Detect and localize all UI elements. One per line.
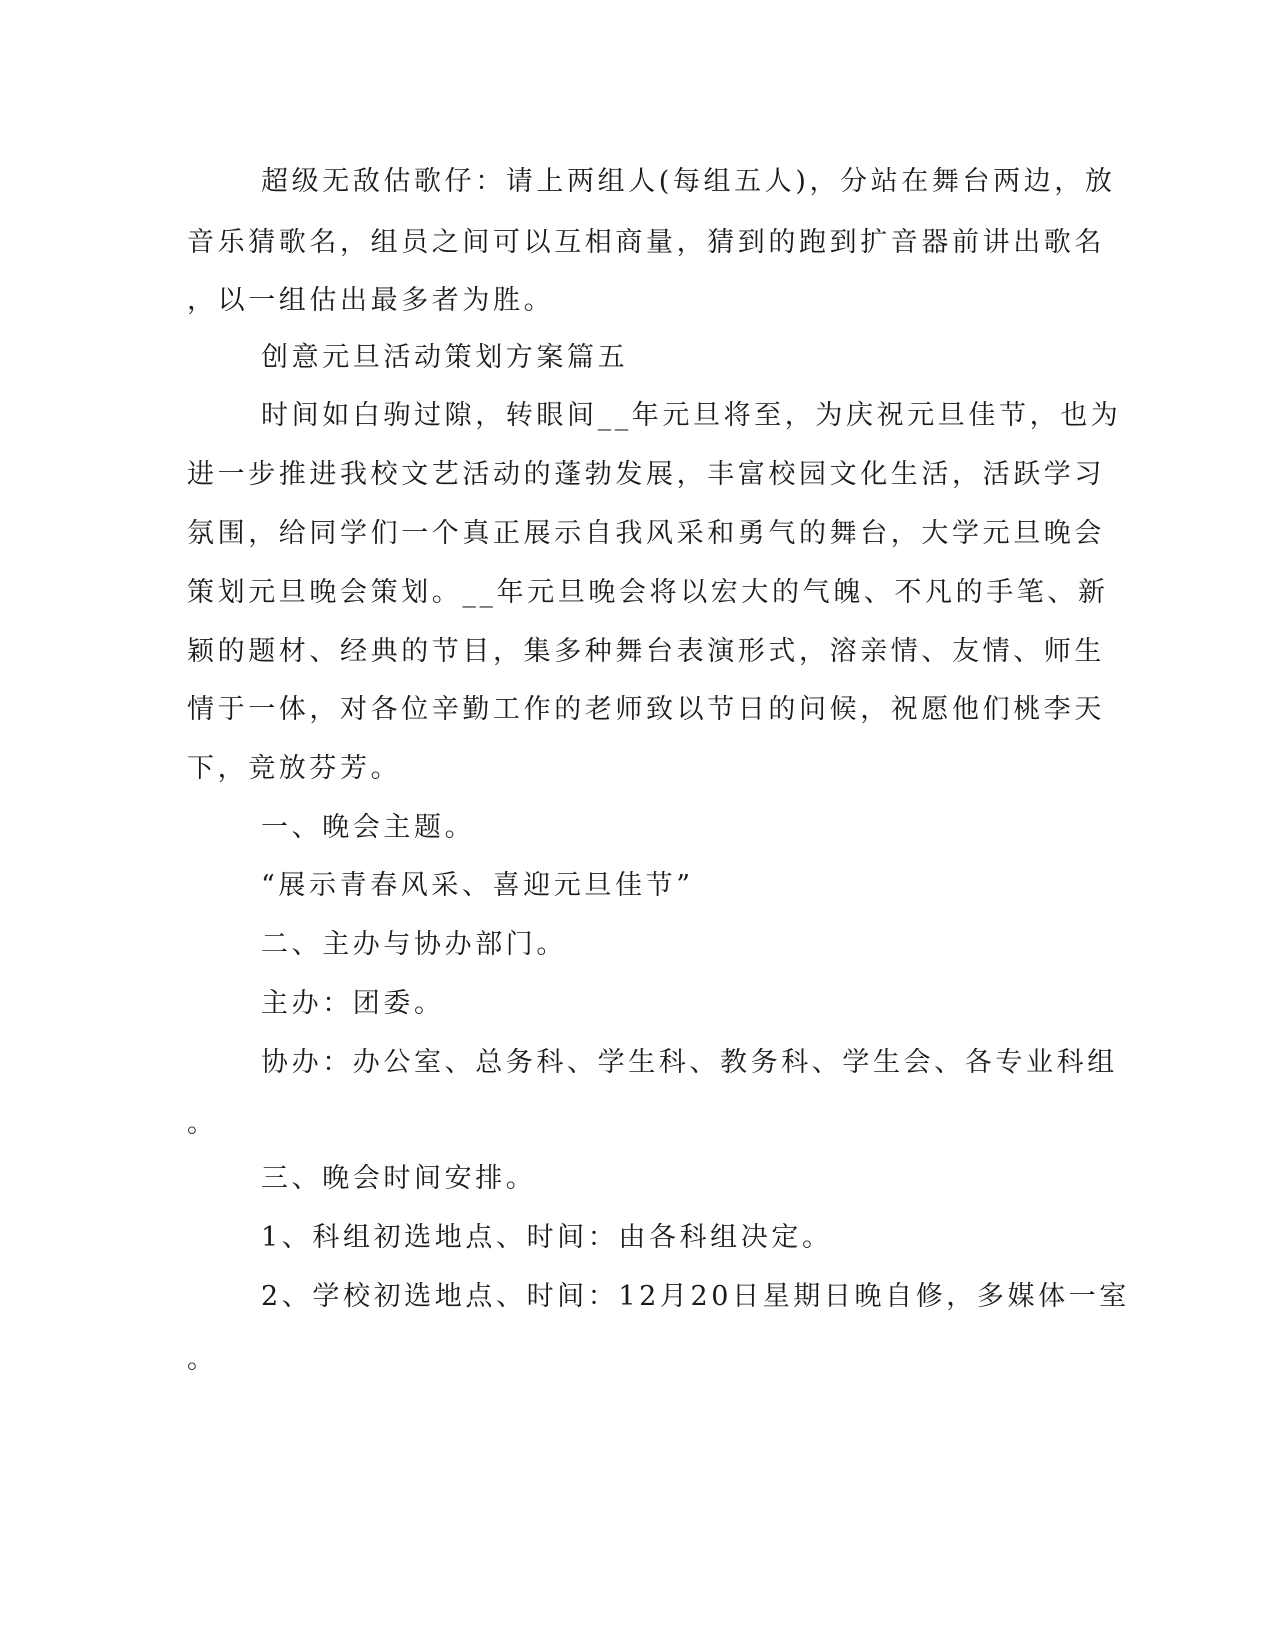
list-item: 2、学校初选地点、时间：12月20日星期日晚自修，多媒体一室 bbox=[261, 1281, 1130, 1312]
paragraph-line: 氛围，给同学们一个真正展示自我风采和勇气的舞台，大学元旦晚会 bbox=[187, 518, 1105, 549]
paragraph-line: 超级无敌估歌仔：请上两组人(每组五人)，分站在舞台两边，放 bbox=[261, 166, 1116, 197]
paragraph-line: 。 bbox=[187, 1344, 218, 1375]
paragraph-line: 时间如白驹过隙，转眼间__年元旦将至，为庆祝元旦佳节，也为 bbox=[261, 400, 1122, 431]
list-heading: 二、主办与协办部门。 bbox=[261, 929, 567, 960]
list-heading: 一、晚会主题。 bbox=[261, 812, 476, 843]
paragraph-line: 音乐猜歌名，组员之间可以互相商量，猜到的跑到扩音器前讲出歌名 bbox=[187, 227, 1105, 258]
paragraph-line: 。 bbox=[187, 1108, 218, 1139]
paragraph-line: ，以一组估出最多者为胜。 bbox=[187, 285, 555, 316]
section-heading: 创意元旦活动策划方案篇五 bbox=[261, 342, 629, 373]
paragraph-line: 下，竞放芬芳。 bbox=[187, 753, 402, 784]
list-item: 1、科组初选地点、时间：由各科组决定。 bbox=[261, 1222, 833, 1253]
paragraph-line: 进一步推进我校文艺活动的蓬勃发展，丰富校园文化生活，活跃学习 bbox=[187, 459, 1105, 490]
paragraph-line: 情于一体，对各位辛勤工作的老师致以节日的问候，祝愿他们桃李天 bbox=[187, 694, 1105, 725]
list-heading: 三、晚会时间安排。 bbox=[261, 1163, 537, 1194]
paragraph-line: 协办：办公室、总务科、学生科、教务科、学生会、各专业科组 bbox=[261, 1047, 1118, 1078]
paragraph-line: 主办：团委。 bbox=[261, 988, 445, 1019]
paragraph-line: 策划元旦晚会策划。__年元旦晚会将以宏大的气魄、不凡的手笔、新 bbox=[187, 577, 1109, 608]
paragraph-line: 颖的题材、经典的节目，集多种舞台表演形式，溶亲情、友情、师生 bbox=[187, 636, 1105, 667]
theme-quote: “展示青春风采、喜迎元旦佳节” bbox=[261, 870, 694, 901]
